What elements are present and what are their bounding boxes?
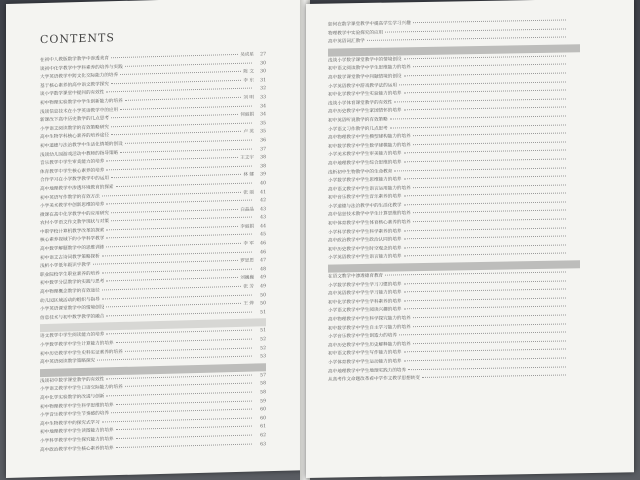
toc-leader-dots [125,139,252,143]
toc-leader-dots [106,374,252,379]
toc-entry-title: 语文教学中学生阅读能力的培养 [40,332,105,340]
toc-entry-title: 从高考作文命题改革看中学作文教学思想转变 [328,376,420,383]
toc-leader-dots [111,217,252,222]
toc-entry-author: 王 烨 [243,301,254,308]
toc-entry-page: 34 [260,112,266,118]
toc-leader-dots [413,141,566,145]
toc-entry-title: 小学美术教学中学生审美能力的培养 [328,151,402,158]
toc-leader-dots [385,271,566,275]
toc-entry-page: 30 [260,69,266,75]
toc-entry-title: 高中物理教学中学生科学探究能力的培养 [328,316,411,323]
toc-entry-page: 34 [260,103,266,109]
toc-entry-title: 微课在高中化学教学中的应用研究 [40,210,109,218]
toc-entry-title: 小学音乐教学中学生节奏感的培养 [40,411,109,419]
toc-leader-dots [106,392,252,397]
toc-entry-page: 60 [260,407,266,413]
toc-entry-title: 初中历史教学中学生时空观念的培养 [328,246,402,253]
toc-leader-dots [125,97,242,101]
toc-leader-dots [413,340,566,344]
toc-leader-dots [408,366,566,370]
toc-entry-author: 张 丽 [243,190,254,196]
toc-entry-title: 浅谈小学数学课堂教学中的情境创设 [328,57,402,64]
toc-entry-author: 王文宇 [240,155,254,161]
toc-entry-title: 在语文教学中渗透德育教育 [328,273,384,280]
toc-leader-dots [394,167,566,171]
toc-entry-title: 初中语文教学中学生写作能力的培养 [328,350,402,357]
toc-entry-title: 小学科学教学中学生探究能力的培养 [40,437,114,445]
toc-entry-author: 李 东 [243,78,254,84]
toc-leader-dots [390,115,566,119]
toc-entry-title: 高中化学实验教学的改进与创新 [40,394,105,402]
toc-leader-dots [102,417,252,422]
toc-leader-dots [404,289,566,293]
toc-entry-title: 体育教学中学生核心素养的培养 [40,168,105,175]
toc-entry-page: 31 [260,77,266,84]
toc-entry-title: 核心素养视域下的小学科学教学 [40,236,105,244]
toc-entry-title: 合作学习在小学数学教学中的运用 [40,176,109,184]
toc-entry-page: 61 [260,424,266,430]
toc-entry-title: 谈小学数学课堂中提问的有效性 [40,90,105,98]
toc-leader-dots [106,165,252,170]
left-page [6,0,304,478]
toc-entry-page: 39 [260,172,266,178]
toc-leader-dots [116,182,252,187]
toc-entry-title: 音乐教学中学生审美能力的培养 [40,159,105,167]
toc-entry-title: 高中英语教学中学生学习能力的培养 [328,290,402,297]
toc-leader-dots [404,306,566,310]
toc-entry-title: 小学体育教学中学生运动能力的培养 [328,359,402,366]
toc-leader-dots [102,286,242,291]
right-toc [328,17,580,385]
toc-leader-dots [111,131,241,135]
toc-leader-dots [399,81,566,85]
toc-entry-title: 信息技术与初中数学教学的融合 [40,314,105,321]
toc-leader-dots [404,280,566,284]
toc-leader-dots [93,260,239,265]
toc-entry-title: 中职学校计算机教学改革的探索 [40,228,105,235]
toc-leader-dots [102,251,252,256]
toc-leader-dots [404,244,566,248]
toc-entry-title: 初中历史教学中学生史料实证素养的培养 [40,349,123,357]
toc-entry-title: 物理教学中实验探究的应用 [328,30,384,37]
toc-entry-title: 小学英语教学中游戏教学法的运用 [328,82,397,90]
toc-leader-dots [116,426,252,431]
toc-leader-dots [404,193,566,197]
toc-entry-title: 在初中人教版数学教学中渗透美育 [40,56,109,64]
toc-entry-page: 38 [260,155,266,161]
toc-entry-page: 40 [260,181,266,187]
toc-entry-author: 张 芳 [243,284,254,290]
toc-entry-page: 60 [260,415,266,422]
toc-leader-dots [111,54,238,58]
toc-entry-author: 何丽娟 [240,112,254,119]
toc-entry-page: 48 [260,267,266,273]
toc-leader-dots [111,80,241,84]
toc-entry-title: 高中历史教学中学生历史解释能力的培养 [328,341,411,349]
toc-entry-title: 初中语文阅读教学中学生思维能力的培养 [328,65,411,72]
toc-entry-title: 初中音乐教学中学生音乐素养的培养 [328,194,402,201]
toc-leader-dots [106,311,252,316]
toc-entry-page: 37 [260,146,266,152]
toc-entry-title: 高中信息技术教学中学生计算思维的培养 [328,211,411,219]
toc-entry-page: 42 [260,198,266,204]
toc-leader-dots [106,277,238,281]
toc-leader-dots [367,37,566,41]
toc-entry-page: 45 [260,232,266,238]
toc-leader-dots [125,383,252,387]
toc-entry-title: 高中物理教学中学生模型建构能力的培养 [328,134,411,141]
toc-entry-title: 高中政治教学中学生政治认同的培养 [328,237,402,244]
toc-entry-title: 浅谈信息技术在小学英语教学中的应用 [40,107,119,115]
toc-entry-title: 高中英语词汇教学 [328,39,365,45]
toc-leader-dots [404,90,566,94]
toc-entry-page: 52 [260,345,266,351]
toc-leader-dots [413,210,566,214]
toc-leader-dots [102,191,242,196]
toc-entry-page: 30 [260,60,266,66]
right-page [306,0,634,478]
toc-leader-dots [404,297,566,301]
toc-entry-title: 初中体育教学中学生体育核心素养的培养 [328,220,411,227]
toc-leader-dots [404,55,566,59]
toc-entry-page: 49 [260,284,266,290]
toc-entry-title: 幼儿园区域活动的组织与指导 [40,297,100,304]
toc-entry-title: 小学道德与法治教学中的生活化教学 [328,203,402,210]
toc-entry-page: 38 [260,163,266,170]
toc-leader-dots [390,124,566,128]
toc-entry-title: 高中生物学科核心素养的培养途径 [40,133,109,141]
toc-entry-title: 高中生物教学中的探究式学习 [40,420,100,427]
toc-leader-dots [106,234,252,239]
toc-entry-page: 58 [260,390,266,396]
left-toc [40,51,266,455]
toc-entry-title: 初中数学教学中学生数学建模能力的培养 [328,142,411,150]
toc-leader-dots [413,19,566,23]
toc-entry-page: 27 [260,52,266,58]
toc-entry-page: 52 [260,337,266,343]
toc-entry-author: 吴成星 [240,52,254,58]
toc-leader-dots [404,107,566,111]
toc-entry-author: 白晶晶 [240,207,254,213]
toc-leader-dots [404,150,566,154]
toc-leader-dots [116,339,252,344]
toc-leader-dots [111,114,238,118]
toc-entry-page: 63 [260,441,266,447]
contents-title: CONTENTS [40,31,115,47]
toc-leader-dots [422,375,566,379]
toc-entry-title: 大学英语教学中跨文化交际能力的培养 [40,73,119,81]
toc-leader-dots [116,443,252,448]
toc-entry-title: 小学数学教学中学生学习习惯的培养 [328,281,402,289]
toc-leader-dots [106,157,238,161]
toc-entry-page: 51 [260,310,266,316]
toc-entry-title: 小学数学教学中学生思维能力的培养 [328,177,402,184]
toc-entry-page: 35 [260,129,266,135]
toc-entry-title: 如何在数学课堂教学中提高学生学习兴趣 [328,21,411,28]
toc-entry-title: 高中物理概念教学的有效途径 [40,288,100,296]
toc-leader-dots [120,148,252,152]
toc-leader-dots [404,349,566,353]
toc-leader-dots [106,243,241,248]
toc-entry-title: 谈初中化学教学中学科素养的培养与实践 [40,64,123,72]
toc-leader-dots [111,122,252,127]
toc-entry-title: 初中英语写作教学的有效方法 [40,194,100,201]
toc-leader-dots [111,209,238,213]
toc-entry-page: 47 [260,258,266,264]
toc-leader-dots [413,314,566,318]
toc-leader-dots [404,176,566,180]
toc-entry-title: 高中数学解题教学中的思维训练 [40,245,105,253]
toc-leader-dots [404,72,566,76]
toc-entry-page: 58 [260,381,266,387]
toc-entry-page: 49 [260,275,266,281]
toc-entry-title: 浅析小学低年级识字教学 [40,263,91,270]
toc-entry-title: 初中英语听说教学的有效策略 [328,117,388,124]
toc-entry-title: 初中地理教学中学生读图能力的培养 [40,428,114,436]
toc-entry-title: 浅谈小学体育课堂教学的有效性 [328,100,393,107]
toc-entry-page: 50 [260,301,266,307]
toc-entry-title: 小学音乐教学中学生创造力的培养 [328,333,397,340]
toc-entry-author: 林 娜 [243,172,254,179]
toc-leader-dots [106,88,252,93]
toc-entry-title: 基于核心素养的高中语文教学探究 [40,82,109,89]
toc-entry-title: 初中化学教学中学生实验能力的培养 [328,91,402,98]
toc-entry-title: 小学美术教学中创新思维的培养 [40,202,105,210]
toc-entry-page: 46 [260,241,266,247]
toc-entry-title: 高中地理教学中渗透环境教育的探索 [40,185,114,193]
toc-entry-title: 小学科学教学中学生科学素养的培养 [328,228,402,236]
toc-leader-dots [404,357,566,361]
toc-entry-title: 初中物理教学中学生科学思维的培养 [40,402,114,410]
toc-entry-title: 小学语文教学中学生口语交际能力的培养 [40,385,123,393]
toc-entry-title: 小学数学教学中学生计算能力的培养 [40,341,114,349]
toc-leader-dots [404,158,566,162]
toc-entry-title: 初中语文古诗词教学策略探析 [40,254,100,261]
toc-leader-dots [106,330,252,335]
toc-entry-page: 51 [260,328,266,334]
toc-entry-page: 35 [260,120,266,127]
toc-entry-title: 高中地理教学中学生综合思维的培养 [328,160,402,167]
toc-leader-dots [97,356,252,361]
toc-leader-dots [399,332,566,336]
toc-leader-dots [413,323,566,327]
toc-entry-page: 43 [260,206,266,213]
toc-entry-author: 陈 文 [243,69,254,75]
toc-leader-dots [413,219,566,223]
toc-entry-title: 农村小学语文作文教学现状与对策 [40,219,109,227]
toc-leader-dots [120,71,241,75]
toc-leader-dots [413,184,566,188]
toc-entry-title: 初中道德与法治教学中生活化情境的创设 [40,141,123,150]
toc-leader-dots [413,64,566,68]
toc-entry-title: 初中数学教学中学生自主学习能力的培养 [328,324,411,332]
toc-entry-title: 小学英语教学中学生语言能力的培养 [328,254,402,262]
toc-leader-dots [102,268,252,273]
toc-leader-dots [404,236,566,240]
toc-leader-dots [394,98,566,102]
toc-leader-dots [116,400,252,405]
toc-entry-page: 44 [260,224,266,230]
toc-leader-dots [404,253,566,257]
toc-entry-title: 新课改下高中历史教学的几点思考 [40,116,109,124]
toc-entry-page: 59 [260,398,266,404]
toc-entry-title: 高中数学课堂教学中问题情境的创设 [328,74,402,81]
toc-entry-title: 初中物理实验教学中学生创新能力的培养 [40,98,123,107]
toc-leader-dots [111,409,252,414]
toc-entry-title: 浅谈幼儿园游戏活动中教师的指导策略 [40,150,119,158]
toc-leader-dots [404,227,566,231]
toc-entry-title: 浅谈初中数学课堂教学的有效性 [40,377,105,384]
toc-entry-title: 初中数学分层教学的实践与思考 [40,279,105,287]
toc-leader-dots [385,28,566,32]
toc-entry-author: 卢 英 [243,129,254,136]
toc-entry-page: 57 [260,372,266,379]
toc-entry-title: 小学语文阅读教学的有效策略研究 [40,125,109,132]
toc-entry-author: 李 军 [243,241,254,247]
toc-leader-dots [116,434,252,439]
toc-entry-title: 小学英语课堂教学中的情境创设 [40,305,105,313]
toc-entry-title: 高中语文教学中学生语言运用能力的培养 [328,185,411,193]
toc-leader-dots [106,303,241,308]
toc-entry-page: 62 [260,433,266,439]
toc-entry-page: 50 [260,292,266,298]
toc-entry-page: 41 [260,189,266,195]
toc-entry-page: 33 [260,95,266,101]
toc-leader-dots [106,226,238,230]
toc-entry-title: 小学语文教学中学生阅读兴趣的培养 [328,307,402,315]
toc-entry-title: 高中政治教学中学生核心素养的培养 [40,445,114,453]
toc-entry-author: 李丽娟 [240,224,254,230]
toc-entry-title: 高中地理教学中学生地理实践力的培养 [328,367,407,375]
toc-entry-page: 43 [260,215,266,221]
toc-leader-dots [125,347,252,351]
toc-entry-title: 高中英语阅读教学策略探究 [40,358,96,366]
toc-entry-author: 刘巍巍 [240,275,254,282]
toc-leader-dots [106,200,252,205]
toc-leader-dots [404,201,566,205]
toc-entry-title: 职业院校学生职业素养的培养 [40,271,100,278]
toc-entry-title: 浅析初中生物教学中的生命教育 [328,168,393,176]
toc-entry-title: 高中历史教学中学生家国情怀的培养 [328,108,402,115]
toc-leader-dots [413,133,566,137]
toc-entry-page: 46 [260,249,266,256]
toc-entry-author: 刘 明 [243,95,254,101]
toc-entry-page: 36 [260,138,266,144]
toc-leader-dots [111,174,241,178]
toc-leader-dots [120,105,252,109]
toc-entry-page: 53 [260,354,266,360]
toc-leader-dots [125,62,252,66]
toc-entry-title: 小学语文习作教学的几点思考 [328,126,388,133]
toc-entry-author: 罗思思 [240,258,254,265]
toc-entry-page: 32 [260,86,266,92]
toc-leader-dots [102,294,252,299]
toc-entry-title: 初中化学教学中学生学科素养的培养 [328,299,402,306]
